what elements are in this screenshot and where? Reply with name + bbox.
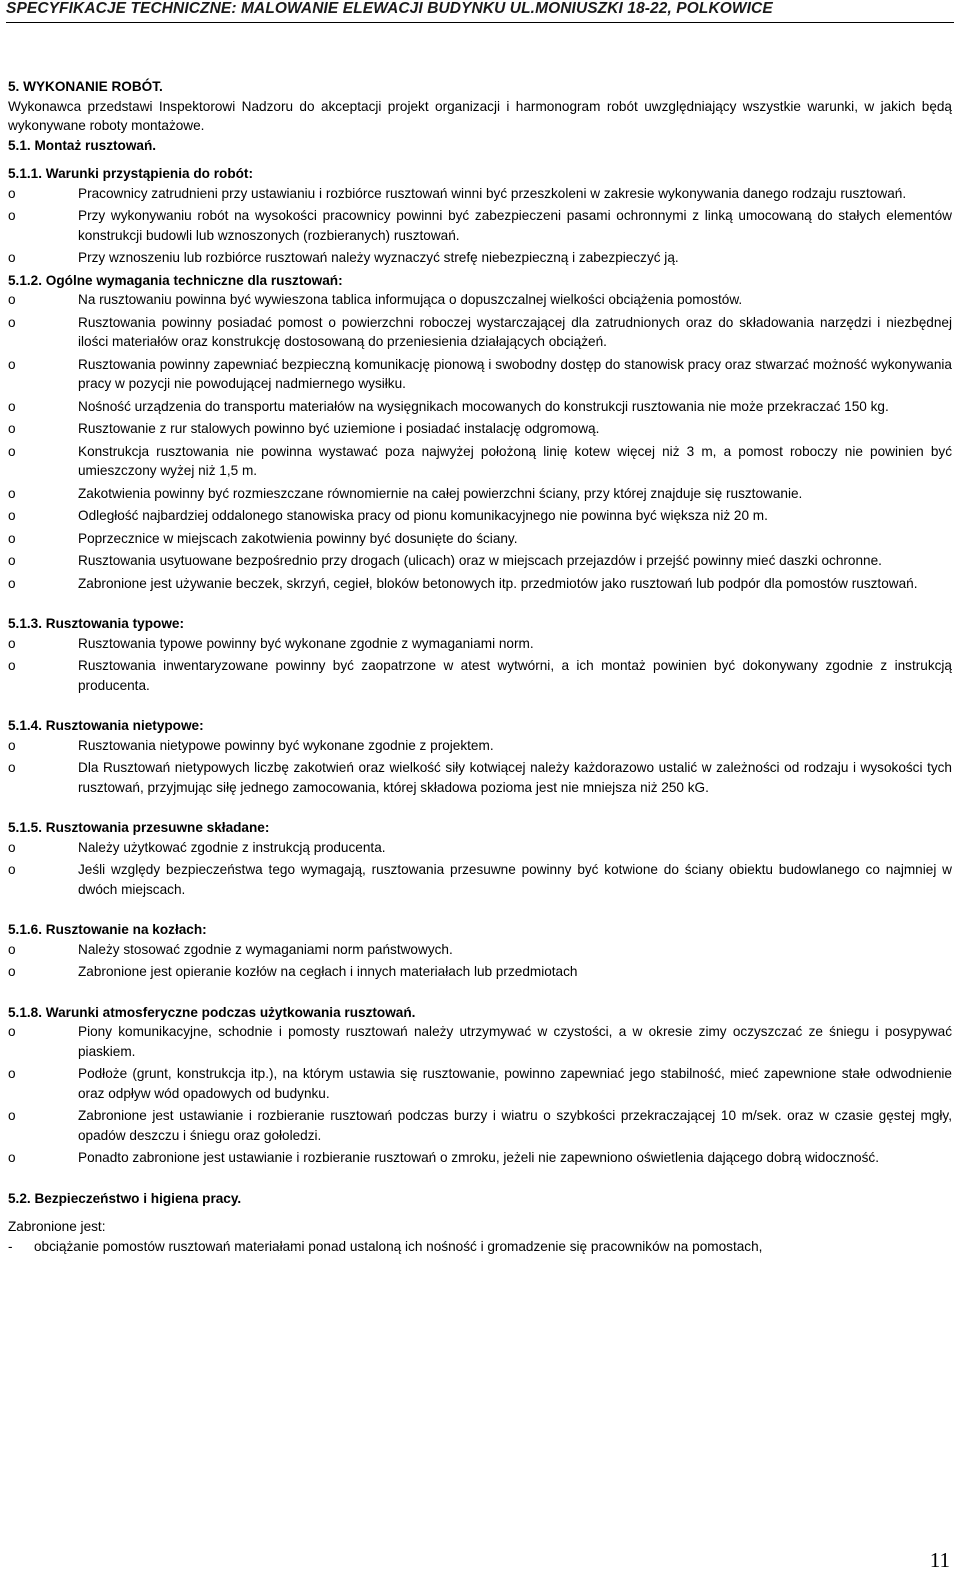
list-item: o Zakotwienia powinny być rozmieszczane równomiernie na całej powierzchni ściany, przy której znajduje się rusztowanie. [8, 484, 952, 504]
bullet-icon: o [8, 185, 16, 201]
list-item: o Zabronione jest ustawianie i rozbieranie rusztowań podczas burzy i wiatru o szybkości przekraczającej 10 m/sek. oraz w czasie gęstej mgły, opadów deszczu i śniegu oraz gołoledzi. [8, 1108, 952, 1143]
bullet-icon: o [8, 250, 16, 265]
section-5-1-2-heading: 5.1.2. Ogólne wymagania techniczne dla rusztowań: [8, 272, 343, 288]
bullet-icon: o [8, 485, 16, 501]
list-item: o Poprzecznice w miejscach zakotwienia powinny być dosunięte do ściany. [8, 529, 952, 549]
list-item: o Piony komunikacyjne, schodnie i pomosty rusztowań należy utrzymywać w czystości, a w okresie zimy oczyszczać ze śniegu i posypywać piaskiem. [8, 1024, 952, 1059]
section-5-2-heading: 5.2. Bezpieczeństwo i higiena pracy. [8, 1190, 242, 1206]
section-5-1-5-heading: 5.1.5. Rusztowania przesuwne składane: [8, 820, 270, 835]
bullet-icon: o [8, 421, 16, 436]
list-item: o Zabronione jest opieranie kozłów na cegłach i innych materiałach lub przedmiotach [8, 962, 952, 982]
list-5-1-4 [8, 736, 952, 798]
list-5-1-3 [8, 634, 952, 696]
bullet-icon: o [8, 1150, 16, 1165]
dash-list-item: - obciążanie pomostów rusztowań materiałami ponad ustaloną ich nośność i gromadzenie się pracowników na pomostach, [8, 1237, 952, 1257]
list-item: o Rusztowania powinny zapewniać bezpieczną komunikację pionową i swobodny dostęp do stanowisk pracy oraz stwarzać możność wykonywania pracy w pozycji nie powodującej nadmiernego wysiłku. [8, 356, 952, 391]
list-5-1-1 [8, 184, 952, 268]
section-5-1-4-heading: 5.1.4. Rusztowania nietypowe: [8, 718, 204, 733]
bullet-icon: o [8, 658, 16, 673]
list-item: o Pracownicy zatrudnieni przy ustawianiu i rozbiórce rusztowań winni być przeszkoleni w zakresie wykonywania danego rodzaju rusztowań. [8, 184, 952, 204]
list-item: o Podłoże (grunt, konstrukcja itp.), na którym ustawia się rusztowanie, powinno zapewniać jego stabilność, mieć zapewnione stałe odwodnienie oraz odpływ wód opadowych od budynku. [8, 1066, 952, 1101]
list-5-1-2 [8, 290, 952, 593]
bullet-icon: o [8, 737, 16, 753]
bullet-icon: o [8, 760, 16, 775]
bullet-icon: o [8, 941, 16, 957]
list-item: o Rusztowania inwentaryzowane powinny być zaopatrzone w atest wytwórni, a ich montaż powinien być dokonywany zgodnie z instrukcją producenta. [8, 658, 952, 693]
list-item: o Konstrukcja rusztowania nie powinna wystawać poza najwyżej położoną linię kotew więcej niż 3 m, a pomost roboczy nie powinien być umieszczony wyżej niż 1,5 m. [8, 443, 952, 478]
list-item: o Jeśli względy bezpieczeństwa tego wymagają, rusztowania przesuwne powinny być kotwione do ściany obiektu budowlanego co najmniej w dwóch miejscach. [8, 862, 952, 897]
running-header: SPECYFIKACJE TECHNICZNE: MALOWANIE ELEWACJI BUDYNKU UL.MONIUSZKI 18-22, POLKOWICE [6, 0, 954, 23]
list-item: o Na rusztowaniu powinna być wywieszona tablica informująca o dopuszczalnej wielkości obciążenia pomostów. [8, 290, 952, 310]
section-5-2-lead: Zabronione jest: [8, 1219, 106, 1234]
bullet-icon: o [8, 635, 16, 651]
bullet-icon: o [8, 314, 16, 330]
list-item: o Zabronione jest używanie beczek, skrzyń, cegieł, bloków betonowych itp. przedmiotów jako rusztowań lub podpór dla pomostów rusztowań. [8, 574, 952, 594]
list-item: o Rusztowanie z rur stalowych powinno być uziemione i posiadać instalację odgromową. [8, 419, 952, 439]
bullet-icon: o [8, 862, 16, 877]
list-item: o Nośność urządzenia do transportu materiałów na wysięgnikach mocowanych do konstrukcji rusztowania nie może przekraczać 150 kg. [8, 397, 952, 417]
section-5-1-3-heading: 5.1.3. Rusztowania typowe: [8, 616, 185, 631]
bullet-icon: o [8, 530, 16, 546]
list-item: o Należy stosować zgodnie z wymaganiami norm państwowych. [8, 940, 952, 960]
list-item: o Rusztowania typowe powinny być wykonane zgodnie z wymaganiami norm. [8, 634, 952, 654]
bullet-icon: o [8, 1108, 16, 1123]
list-item: o Rusztowania nietypowe powinny być wykonane zgodnie z projektem. [8, 736, 952, 756]
bullet-icon: o [8, 398, 16, 414]
section-5-heading: 5. WYKONANIE ROBÓT. [8, 79, 163, 94]
bullet-icon: o [8, 508, 16, 523]
section-5-1-8-heading: 5.1.8. Warunki atmosferyczne podczas użytkowania rusztowań. [8, 1004, 416, 1020]
section-5-intro: Wykonawca przedstawi Inspektorowi Nadzoru do akceptacji projekt organizacji i harmonogram robót uwzględniający wszystkie warunki, w jakich będą wykonywane roboty montażowe. [8, 98, 952, 133]
bullet-icon: o [8, 839, 16, 855]
list-5-1-6 [8, 940, 952, 982]
list-5-1-5 [8, 838, 952, 900]
list-item: o Ponadto zabronione jest ustawianie i rozbieranie rusztowań o zmroku, jeżeli nie zapewniono oświetlenia dającego dobrą widoczność. [8, 1148, 952, 1168]
bullet-icon: o [8, 575, 16, 591]
bullet-icon: o [8, 443, 16, 459]
bullet-icon: o [8, 1024, 16, 1039]
list-item: o Rusztowania usytuowane bezpośrednio przy drogach (ulicach) oraz w miejscach przejazdów i przejść powinny mieć daszki ochronne. [8, 551, 952, 571]
bullet-icon: o [8, 553, 16, 568]
list-item: o Rusztowania powinny posiadać pomost o powierzchni roboczej wystarczającej dla zatrudnionych oraz do składowania narzędzi i niezbędnej ilości materiałów oraz konstrukcję dostosowaną do przeniesienia działających obciążeń. [8, 314, 952, 349]
bullet-icon: o [8, 964, 16, 979]
bullet-icon: o [8, 356, 16, 372]
page-number: 11 [929, 1548, 950, 1572]
list-item: o Przy wznoszeniu lub rozbiórce rusztowań należy wyznaczyć strefę niebezpieczną i zabezpieczyć ją. [8, 248, 952, 268]
list-item: o Dla Rusztowań nietypowych liczbę zakotwień oraz wielkość siły kotwiącej należy każdorazowo ustalić w zależności od rodzaju i wysokości tych rusztowań, przyjmując siłę jednego zamocowania, której składowa pozioma jest nie mniejsza niż 250 kG. [8, 760, 952, 795]
dash-icon: - [8, 1238, 13, 1254]
section-5-1-6-heading: 5.1.6. Rusztowanie na kozłach: [8, 922, 207, 937]
bullet-icon: o [8, 292, 16, 307]
bullet-icon: o [8, 208, 16, 223]
list-item: o Należy użytkować zgodnie z instrukcją producenta. [8, 838, 952, 858]
list-item: o Przy wykonywaniu robót na wysokości pracownicy powinni być zabezpieczeni pasami ochronnymi z linką umocowaną do stałych elementów konstrukcji budowli lub wznoszonych (rozbieranych) rusztowań. [8, 208, 952, 243]
bullet-icon: o [8, 1066, 16, 1081]
section-5-1-1-heading: 5.1.1. Warunki przystąpienia do robót: [8, 166, 253, 181]
page-content [8, 77, 952, 1256]
section-5-1-heading: 5.1. Montaż rusztowań. [8, 137, 157, 153]
list-5-1-8 [8, 1022, 952, 1168]
list-item: o Odległość najbardziej oddalonego stanowiska pracy od pionu komunikacyjnego nie powinna być większa niż 20 m. [8, 506, 952, 526]
